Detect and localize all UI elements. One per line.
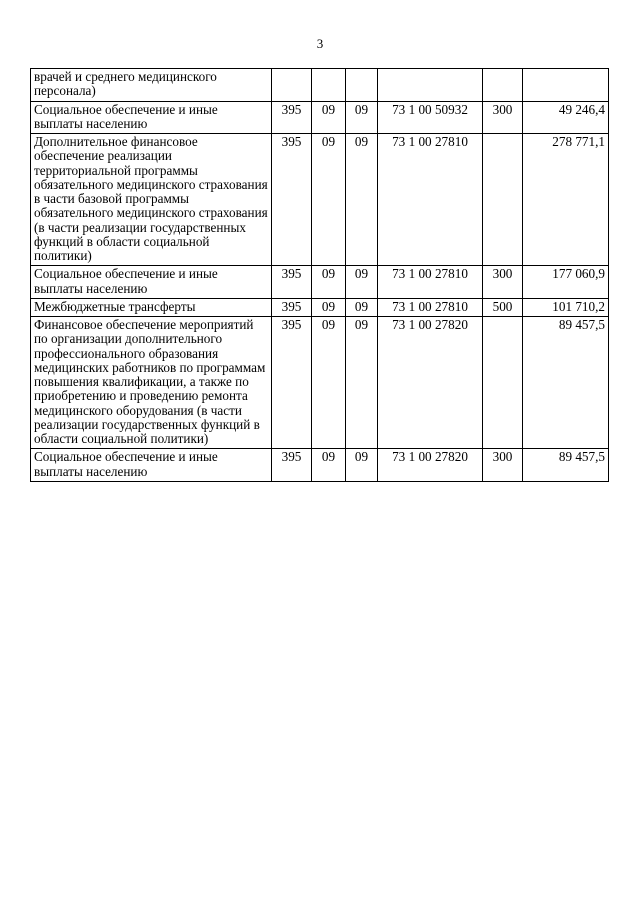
cell-admin-code: 395: [272, 266, 312, 299]
table-row: [31, 69, 609, 102]
cell-target-article: [378, 69, 483, 102]
cell-admin-code: 395: [272, 134, 312, 266]
cell-subsection: 09: [346, 134, 378, 266]
cell-section: [312, 69, 346, 102]
cell-target-article: 73 1 00 27820: [378, 449, 483, 482]
cell-target-article: 73 1 00 50932: [378, 101, 483, 134]
cell-name: Межбюджетные трансферты: [31, 298, 272, 316]
cell-name: Социальное обеспечение и иные выплаты населению: [31, 449, 272, 482]
cell-subsection: 09: [346, 449, 378, 482]
cell-amount: 89 457,5: [523, 449, 609, 482]
cell-subsection: [346, 69, 378, 102]
cell-subsection: 09: [346, 298, 378, 316]
cell-name: врачей и среднего медицинского персонала): [31, 69, 272, 102]
cell-section: 09: [312, 317, 346, 449]
cell-expense-type: 300: [483, 266, 523, 299]
cell-target-article: 73 1 00 27810: [378, 298, 483, 316]
cell-expense-type: 300: [483, 449, 523, 482]
table-row: [31, 101, 609, 134]
cell-admin-code: 395: [272, 101, 312, 134]
cell-subsection: 09: [346, 101, 378, 134]
cell-amount: 49 246,4: [523, 101, 609, 134]
page-number: 3: [316, 36, 324, 51]
cell-subsection: 09: [346, 317, 378, 449]
cell-expense-type: 500: [483, 298, 523, 316]
cell-name: Дополнительное финансовое обеспечение реализации территориальной программы обязательного медицинского страхования в части базовой программы обязательного медицинского страхования (в части реализации государственных функций в области социальной политики): [31, 134, 272, 266]
cell-admin-code: [272, 69, 312, 102]
cell-section: 09: [312, 449, 346, 482]
cell-target-article: 73 1 00 27810: [378, 266, 483, 299]
cell-expense-type: 300: [483, 101, 523, 134]
cell-amount: 89 457,5: [523, 317, 609, 449]
table-row: [31, 449, 609, 482]
cell-amount: 177 060,9: [523, 266, 609, 299]
cell-expense-type: [483, 69, 523, 102]
cell-subsection: 09: [346, 266, 378, 299]
table-row: [31, 134, 609, 266]
cell-amount: 101 710,2: [523, 298, 609, 316]
cell-name: Финансовое обеспечение мероприятий по организации дополнительного профессионального образования медицинских работников по программам повышения квалификации, а также по приобретению и проведению ремонта медицинского оборудования (в части реализации государственных функций в области социальной политики): [31, 317, 272, 449]
table-row: [31, 266, 609, 299]
cell-admin-code: 395: [272, 317, 312, 449]
cell-target-article: 73 1 00 27820: [378, 317, 483, 449]
cell-section: 09: [312, 266, 346, 299]
table-row: [31, 298, 609, 316]
cell-amount: 278 771,1: [523, 134, 609, 266]
cell-target-article: 73 1 00 27810: [378, 134, 483, 266]
cell-expense-type: [483, 317, 523, 449]
cell-name: Социальное обеспечение и иные выплаты населению: [31, 266, 272, 299]
budget-table-body: [31, 69, 609, 482]
cell-name: Социальное обеспечение и иные выплаты населению: [31, 101, 272, 134]
cell-amount: [523, 69, 609, 102]
table-row: [31, 317, 609, 449]
cell-section: 09: [312, 298, 346, 316]
cell-admin-code: 395: [272, 298, 312, 316]
cell-section: 09: [312, 134, 346, 266]
cell-expense-type: [483, 134, 523, 266]
cell-admin-code: 395: [272, 449, 312, 482]
budget-table: [30, 68, 609, 482]
cell-section: 09: [312, 101, 346, 134]
